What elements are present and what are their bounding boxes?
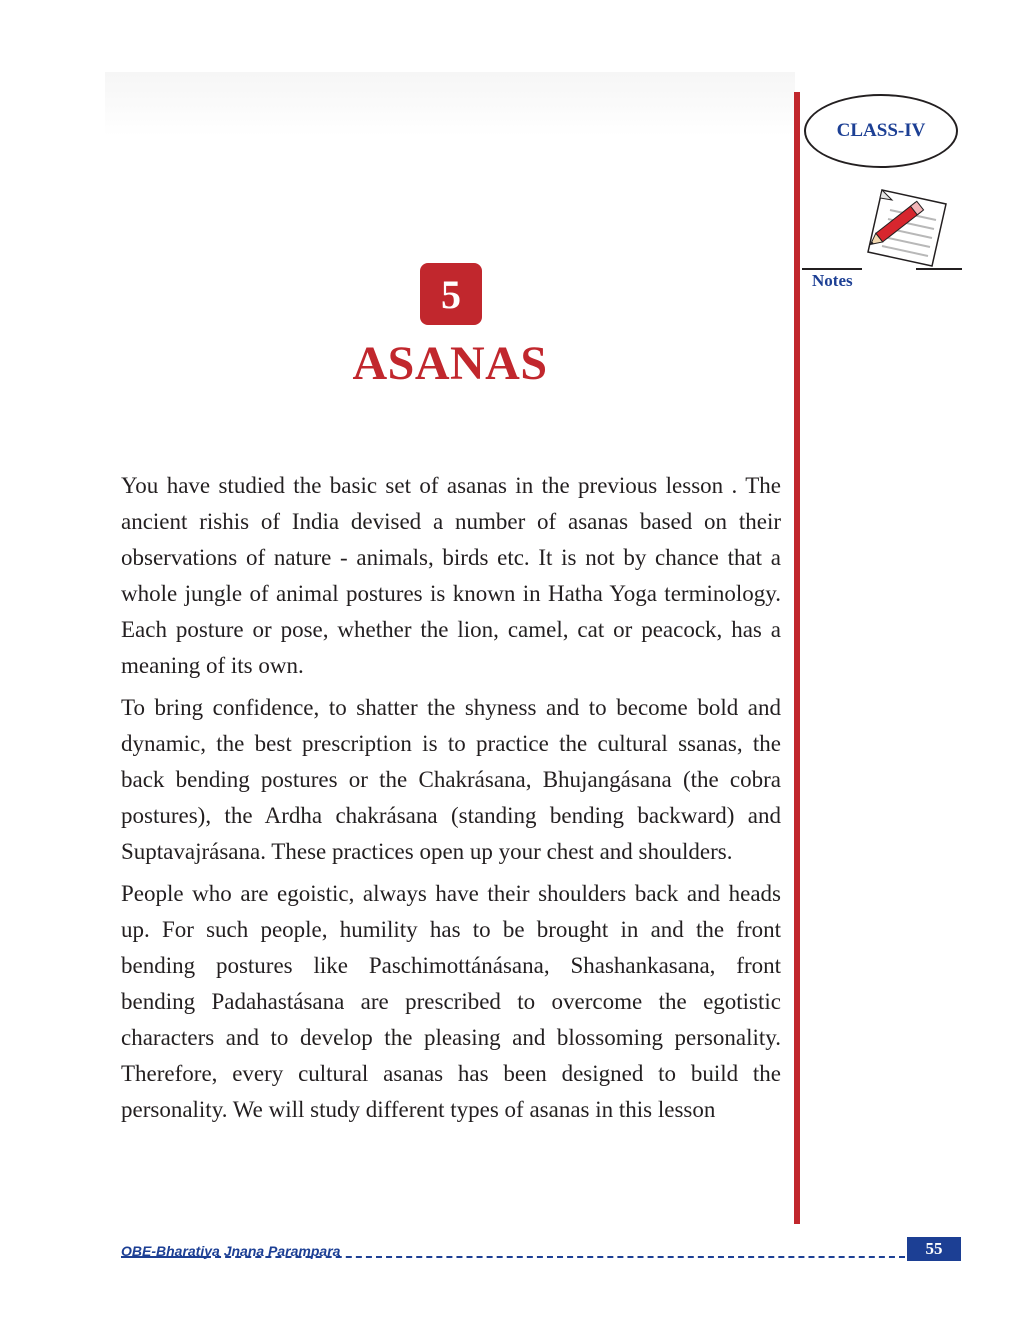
header-shade — [105, 72, 795, 136]
notes-rule-left — [802, 268, 862, 270]
footer-dashed-rule — [205, 1256, 905, 1258]
chapter-number: 5 — [420, 263, 482, 325]
margin-rule — [794, 92, 800, 1224]
notes-rule-right — [916, 268, 962, 270]
class-badge — [804, 94, 958, 168]
paragraph: To bring confidence, to shatter the shyness and to become bold and dynamic, the best prescription is to practice the cultural ssanas, the back bending postures or the Chakrásana, Bhujangásana (the cobra postures), the Ardha chakrásana (standing bending backward) and Suptavajrásana. These practices open up your chest and shoulders. — [121, 695, 781, 864]
paragraph: You have studied the basic set of asanas in the previous lesson . The ancient rishis of India devised a number of asanas based on their observations of nature - animals, birds etc. It is not by chance that a whole jungle of animal postures is known in Hatha Yoga terminology. Each posture or pose, whether the lion, camel, cat or peacock, has a meaning of its own. — [121, 473, 781, 678]
class-label: CLASS-IV — [836, 120, 926, 141]
body-text — [121, 468, 781, 1134]
paragraph: People who are egoistic, always have their shoulders back and heads up. For such people, humility has to be brought in and the front bending postures like Paschimottánásana, Shashankasana, front bending Padahastásana are prescribed to overcome the egotistic characters and to develop the pleasing and blossoming personality. Therefore, every cultural asanas has been designed to build the personality. We will study different types of asanas in this lesson — [121, 881, 781, 1122]
footer-book-title: OBE-Bharatiya Jnana Parampara — [121, 1243, 341, 1259]
page-number: 55 — [907, 1237, 961, 1261]
notes-label: Notes — [812, 271, 853, 290]
notes-pencil-icon — [860, 186, 952, 270]
footer-underline — [121, 1256, 205, 1258]
chapter-title: ASANAS — [352, 337, 548, 390]
